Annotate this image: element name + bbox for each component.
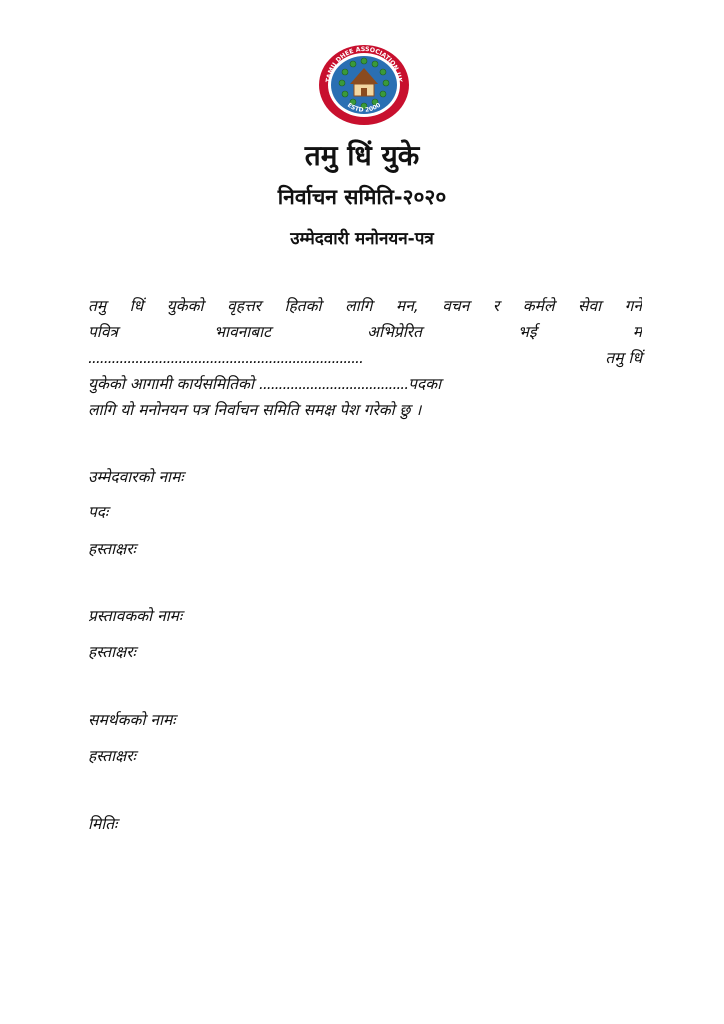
position-label: पदः [88,503,109,521]
proposer-name-label: प्रस्तावकको नामः [88,607,183,625]
declaration-line-4 [88,371,642,397]
logo-ring-text: TAMU DHEE ASSOCIATION UK [325,45,403,83]
candidate-name-label: उम्मेदवारको नामः [88,468,184,486]
declaration-paragraph [88,293,642,423]
logo-year-text: ESTD 2000 [345,101,383,114]
declaration-line-1: तमु धिं युकेको वृहत्तर हितको लागि मन, वचन र कर्मले सेवा गर्ने [88,297,642,315]
form-title: उम्मेदवारी मनोनयन-पत्र [290,229,434,249]
declaration-line-4-start: युकेको आगामी कार्यसमितिको [88,375,254,393]
position-fill-dots: ...................................... [258,375,409,393]
association-seal-icon [318,44,410,126]
candidate-signature-label: हस्ताक्षरः [88,540,136,558]
association-logo [318,44,410,126]
organization-name: तमु धिं युके [304,139,420,172]
date-label: मितिः [88,815,118,833]
committee-title: निर्वाचन समिति-२०२० [277,185,447,209]
name-fill-dots: ...................................................................... [88,349,363,367]
seconder-signature-label: हस्ताक्षरः [88,747,136,765]
declaration-line-3-text: तमु धिं [605,349,642,367]
proposer-signature-label: हस्ताक्षरः [88,643,136,661]
declaration-line-4-end: पदका [408,375,442,393]
declaration-line-5: लागि यो मनोनयन पत्र निर्वाचन समिति समक्ष पेश गरेको छु । [88,401,422,419]
declaration-line-2: पवित्र भावनाबाट अभिप्रेरित भई म [88,323,642,341]
declaration-line-3 [88,345,642,371]
seconder-name-label: समर्थकको नामः [88,711,176,729]
